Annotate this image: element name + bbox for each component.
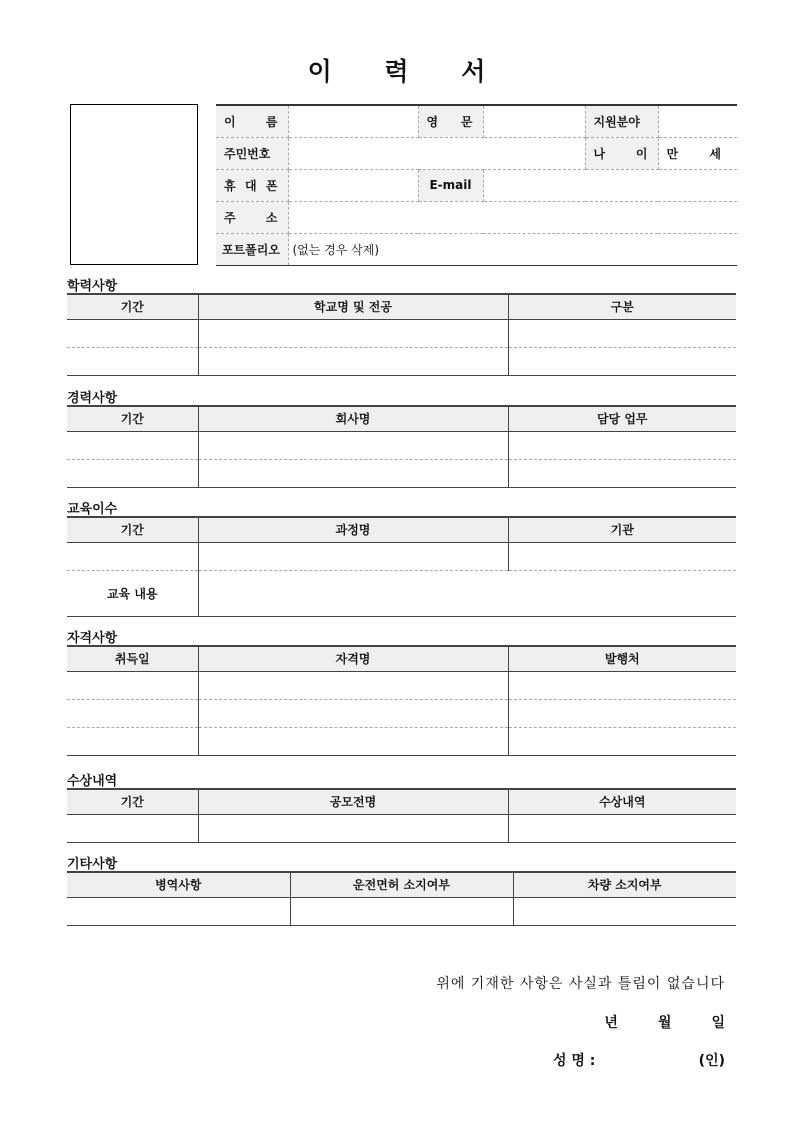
table-cell[interactable] <box>508 319 736 347</box>
career-header-company: 회사명 <box>198 406 508 431</box>
education-header-school: 학교명 및 전공 <box>198 294 508 319</box>
career-table <box>67 405 736 488</box>
month-label[interactable]: 월 <box>657 1015 672 1031</box>
table-cell[interactable] <box>198 347 508 375</box>
phone-input[interactable] <box>288 169 418 201</box>
table-cell[interactable] <box>198 671 508 699</box>
seal-label[interactable]: (인) <box>698 1053 725 1069</box>
address-input[interactable] <box>288 201 737 233</box>
rrn-label: 주민번호 <box>216 137 288 169</box>
table-cell[interactable] <box>513 897 736 925</box>
awards-header-contest: 공모전명 <box>198 789 508 814</box>
table-cell[interactable] <box>67 319 198 347</box>
awards-header-period: 기간 <box>67 789 198 814</box>
certificates-header-name: 자격명 <box>198 646 508 671</box>
training-table <box>67 516 736 617</box>
email-label: E-mail <box>418 169 483 201</box>
table-cell[interactable] <box>198 814 508 842</box>
education-table <box>67 293 736 376</box>
table-cell[interactable] <box>508 727 736 755</box>
table-cell[interactable] <box>67 459 198 487</box>
table-cell[interactable] <box>67 542 198 570</box>
training-content-label: 교육 내용 <box>67 570 198 616</box>
table-cell[interactable] <box>198 542 508 570</box>
year-label[interactable]: 년 <box>604 1015 618 1031</box>
training-content-input[interactable] <box>198 570 736 616</box>
portfolio-input[interactable] <box>288 233 737 265</box>
table-cell[interactable] <box>67 727 198 755</box>
email-input[interactable] <box>483 169 737 201</box>
other-header-license: 운전면허 소지여부 <box>290 872 513 897</box>
training-section-title: 교육이수 <box>67 502 118 517</box>
table-cell[interactable] <box>198 699 508 727</box>
english-name-label: 영 문 <box>418 105 483 137</box>
table-cell[interactable] <box>67 897 290 925</box>
signature-label: 성 명 : <box>553 1053 596 1069</box>
education-section-title: 학력사항 <box>67 279 118 294</box>
portfolio-label: 포트폴리오 <box>216 233 288 265</box>
certificates-section-title: 자격사항 <box>67 631 118 646</box>
education-header-type: 구분 <box>508 294 736 319</box>
table-cell[interactable] <box>198 431 508 459</box>
career-section-title: 경력사항 <box>67 391 118 406</box>
awards-header-award: 수상내역 <box>508 789 736 814</box>
table-cell[interactable] <box>508 347 736 375</box>
certificates-table <box>67 645 736 756</box>
table-cell[interactable] <box>508 699 736 727</box>
table-cell[interactable] <box>67 671 198 699</box>
table-cell[interactable] <box>508 814 736 842</box>
phone-label: 휴 대 폰 <box>216 169 288 201</box>
other-header-military: 병역사항 <box>67 872 290 897</box>
table-cell[interactable] <box>67 814 198 842</box>
certificates-header-issuer: 발행처 <box>508 646 736 671</box>
pledge-text: 위에 기재한 사항은 사실과 틀림이 없습니다 <box>436 976 725 992</box>
awards-section-title: 수상내역 <box>67 774 118 789</box>
career-header-duty: 담당 업무 <box>508 406 736 431</box>
personal-info-table <box>216 104 737 266</box>
table-cell[interactable] <box>508 542 736 570</box>
field-input[interactable] <box>658 105 737 137</box>
name-label: 이 름 <box>216 105 288 137</box>
age-unit-right: 세 <box>709 146 721 161</box>
certificates-header-date: 취득일 <box>67 646 198 671</box>
table-cell[interactable] <box>508 459 736 487</box>
photo-box[interactable] <box>70 104 198 265</box>
age-unit-left: 만 <box>666 146 679 161</box>
table-cell[interactable] <box>508 671 736 699</box>
table-cell[interactable] <box>67 431 198 459</box>
english-name-input[interactable] <box>483 105 585 137</box>
career-header-period: 기간 <box>67 406 198 431</box>
other-header-vehicle: 차량 소지여부 <box>513 872 736 897</box>
address-label: 주 소 <box>216 201 288 233</box>
portfolio-note: (없는 경우 삭제) <box>292 242 380 257</box>
other-table <box>67 871 736 926</box>
training-header-institution: 기관 <box>508 517 736 542</box>
age-label: 나 이 <box>585 137 658 169</box>
date-line <box>604 1012 725 1032</box>
awards-table <box>67 788 736 843</box>
table-cell[interactable] <box>508 431 736 459</box>
table-cell[interactable] <box>198 459 508 487</box>
rrn-input[interactable] <box>288 137 585 169</box>
signature-line <box>553 1050 725 1070</box>
document-title: 이 력 서 <box>307 57 508 86</box>
table-cell[interactable] <box>67 347 198 375</box>
name-input[interactable] <box>288 105 418 137</box>
field-label: 지원분야 <box>585 105 658 137</box>
training-header-period: 기간 <box>67 517 198 542</box>
table-cell[interactable] <box>198 727 508 755</box>
age-input[interactable] <box>658 137 737 169</box>
table-cell[interactable] <box>290 897 513 925</box>
education-header-period: 기간 <box>67 294 198 319</box>
other-section-title: 기타사항 <box>67 857 118 872</box>
training-header-course: 과정명 <box>198 517 508 542</box>
day-label[interactable]: 일 <box>711 1015 725 1031</box>
table-cell[interactable] <box>198 319 508 347</box>
table-cell[interactable] <box>67 699 198 727</box>
